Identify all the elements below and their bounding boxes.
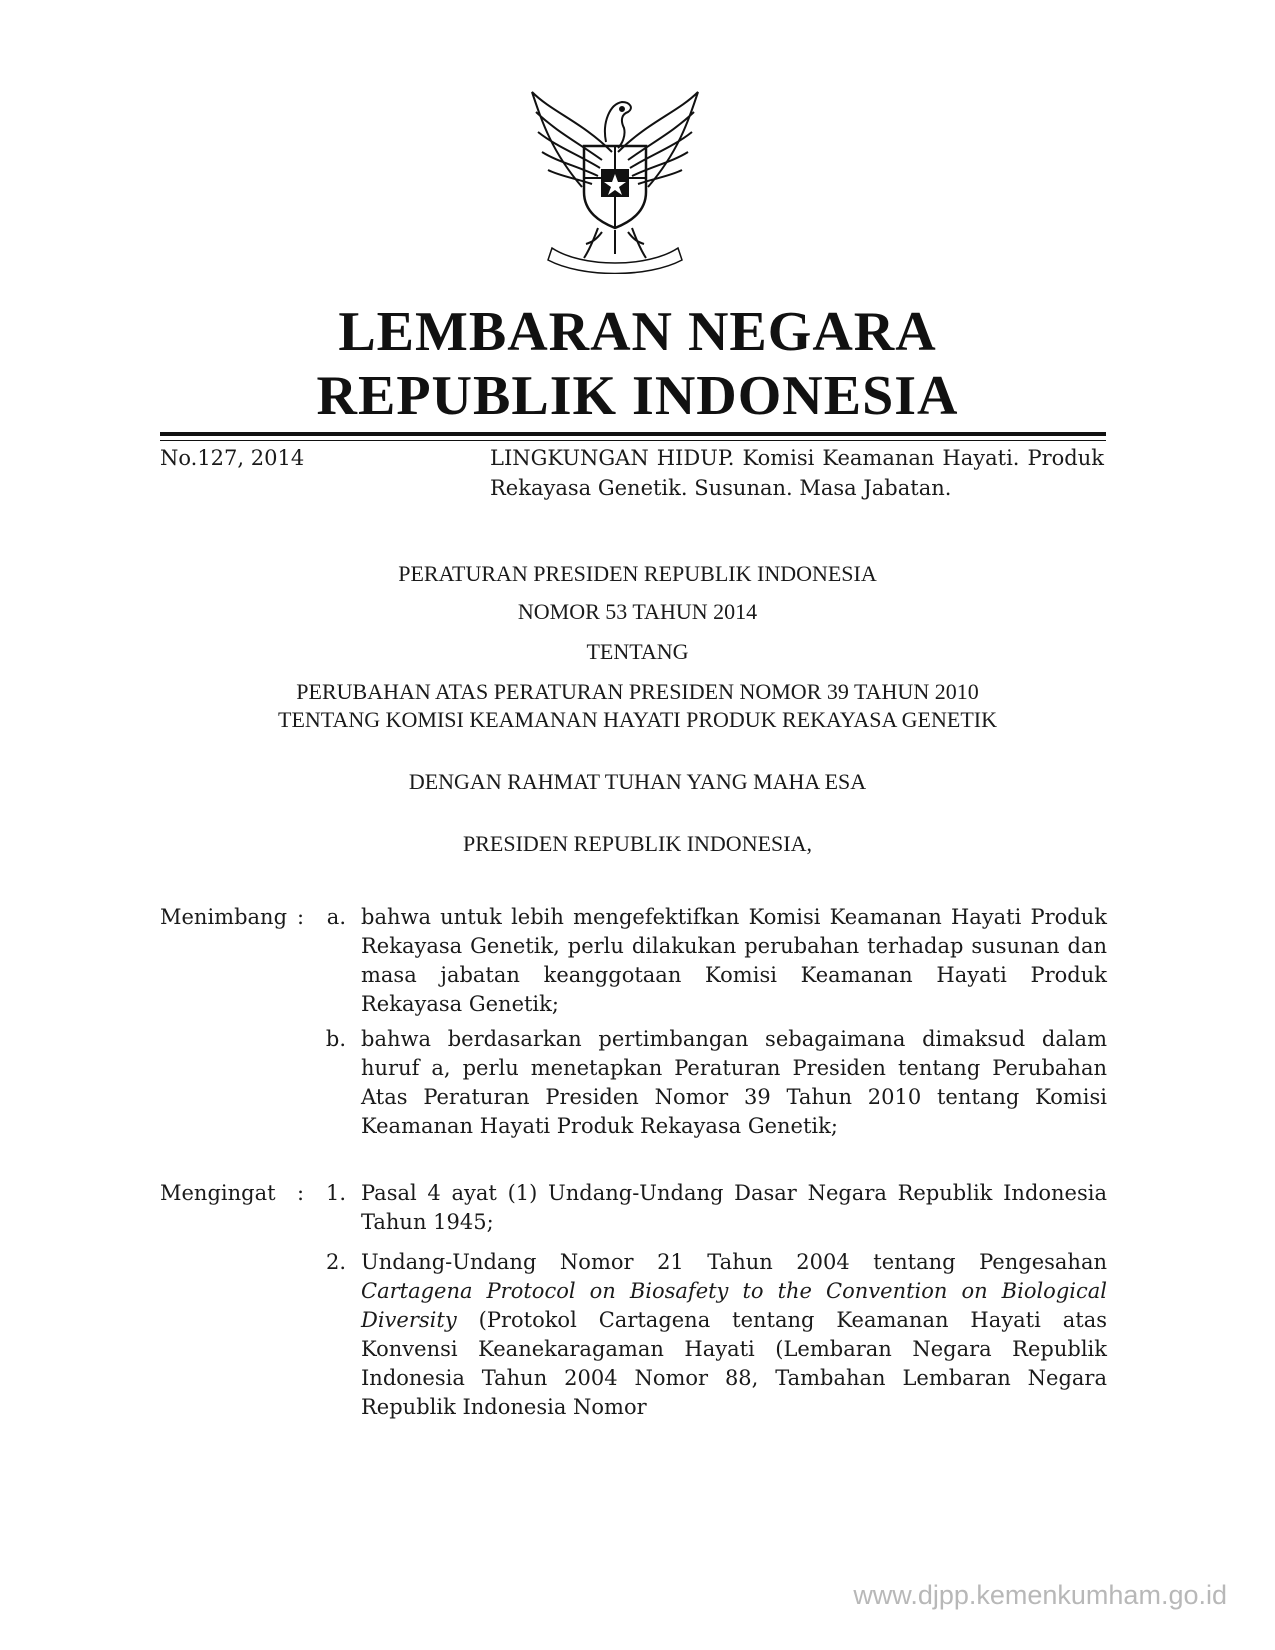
menimbang-item-text: bahwa untuk lebih mengefektifkan Komisi Keamanan Hayati Produk Rekayasa Genetik, perlu dilakukan perubahan terhadap susunan dan masa jabatan keanggotaan Komisi Keamanan Hayati Produk Rekayasa Genetik; (361, 905, 1107, 1016)
issue-number: No.127, 2014 (160, 446, 305, 470)
mengingat-colon: : (297, 1181, 305, 1205)
menimbang-colon: : (297, 905, 305, 929)
menimbang-item-marker: a. (326, 905, 346, 929)
mengingat-label: Mengingat (160, 1181, 276, 1205)
mengingat-item-marker: 2. (325, 1250, 346, 1274)
mengingat-item-text: Pasal 4 ayat (1) Undang-Undang Dasar Negara Republik Indonesia Tahun 1945; (361, 1181, 1107, 1234)
mengingat-item-text (361, 1248, 1107, 1422)
gazette-title-line1: LEMBARAN NEGARA (338, 301, 937, 363)
menimbang-item-text: bahwa berdasarkan pertimbangan sebagaimana dimaksud dalam huruf a, perlu menetapkan Peraturan Presiden tentang Perubahan Atas Peraturan Presiden Nomor 39 Tahun 2010 tentang Komisi Keamanan Hayati Produk Rekayasa Genetik; (361, 1027, 1107, 1138)
mengingat-item-text-start: Undang-Undang Nomor 21 Tahun 2004 tentang Pengesahan (361, 1250, 1107, 1274)
source-watermark: www.djpp.kemenkumham.go.id (853, 1580, 1227, 1610)
treaty-title: Cartagena Protocol on Biosafety to the Convention on Biological Diversity (361, 1279, 1107, 1332)
garuda-emblem-icon (522, 82, 708, 274)
regulation-about-label: TENTANG (586, 639, 689, 664)
regulation-number: NOMOR 53 TAHUN 2014 (517, 599, 758, 624)
invocation: DENGAN RAHMAT TUHAN YANG MAHA ESA (408, 769, 867, 794)
regulation-subject-line1: PERUBAHAN ATAS PERATURAN PRESIDEN NOMOR 39 TAHUN 2010 (296, 679, 979, 704)
header-divider-thin (160, 440, 1106, 441)
header-divider-thick (160, 432, 1106, 436)
mengingat-item-marker: 1. (325, 1181, 346, 1205)
gazette-title-line2: REPUBLIK INDONESIA (316, 365, 959, 427)
mengingat-item-text-rest: (Protokol Cartagena tentang Keamanan Hayati atas Konvensi Keanekaragaman Hayati (Lembaran Negara Republik Indonesia Tahun 2004 Nomor 88, Tambahan Lembaran Negara Republik Indonesia Nomor (361, 1308, 1107, 1419)
menimbang-item-marker: b. (325, 1027, 346, 1051)
issue-subject: LINGKUNGAN HIDUP. Komisi Keamanan Hayati. Produk Rekayasa Genetik. Susunan. Masa Jabatan. (490, 446, 1104, 500)
issuer: PRESIDEN REPUBLIK INDONESIA, (463, 831, 812, 856)
regulation-subject-line2: TENTANG KOMISI KEAMANAN HAYATI PRODUK REKAYASA GENETIK (278, 707, 997, 732)
menimbang-label: Menimbang (160, 905, 288, 929)
regulation-type: PERATURAN PRESIDEN REPUBLIK INDONESIA (398, 561, 877, 586)
